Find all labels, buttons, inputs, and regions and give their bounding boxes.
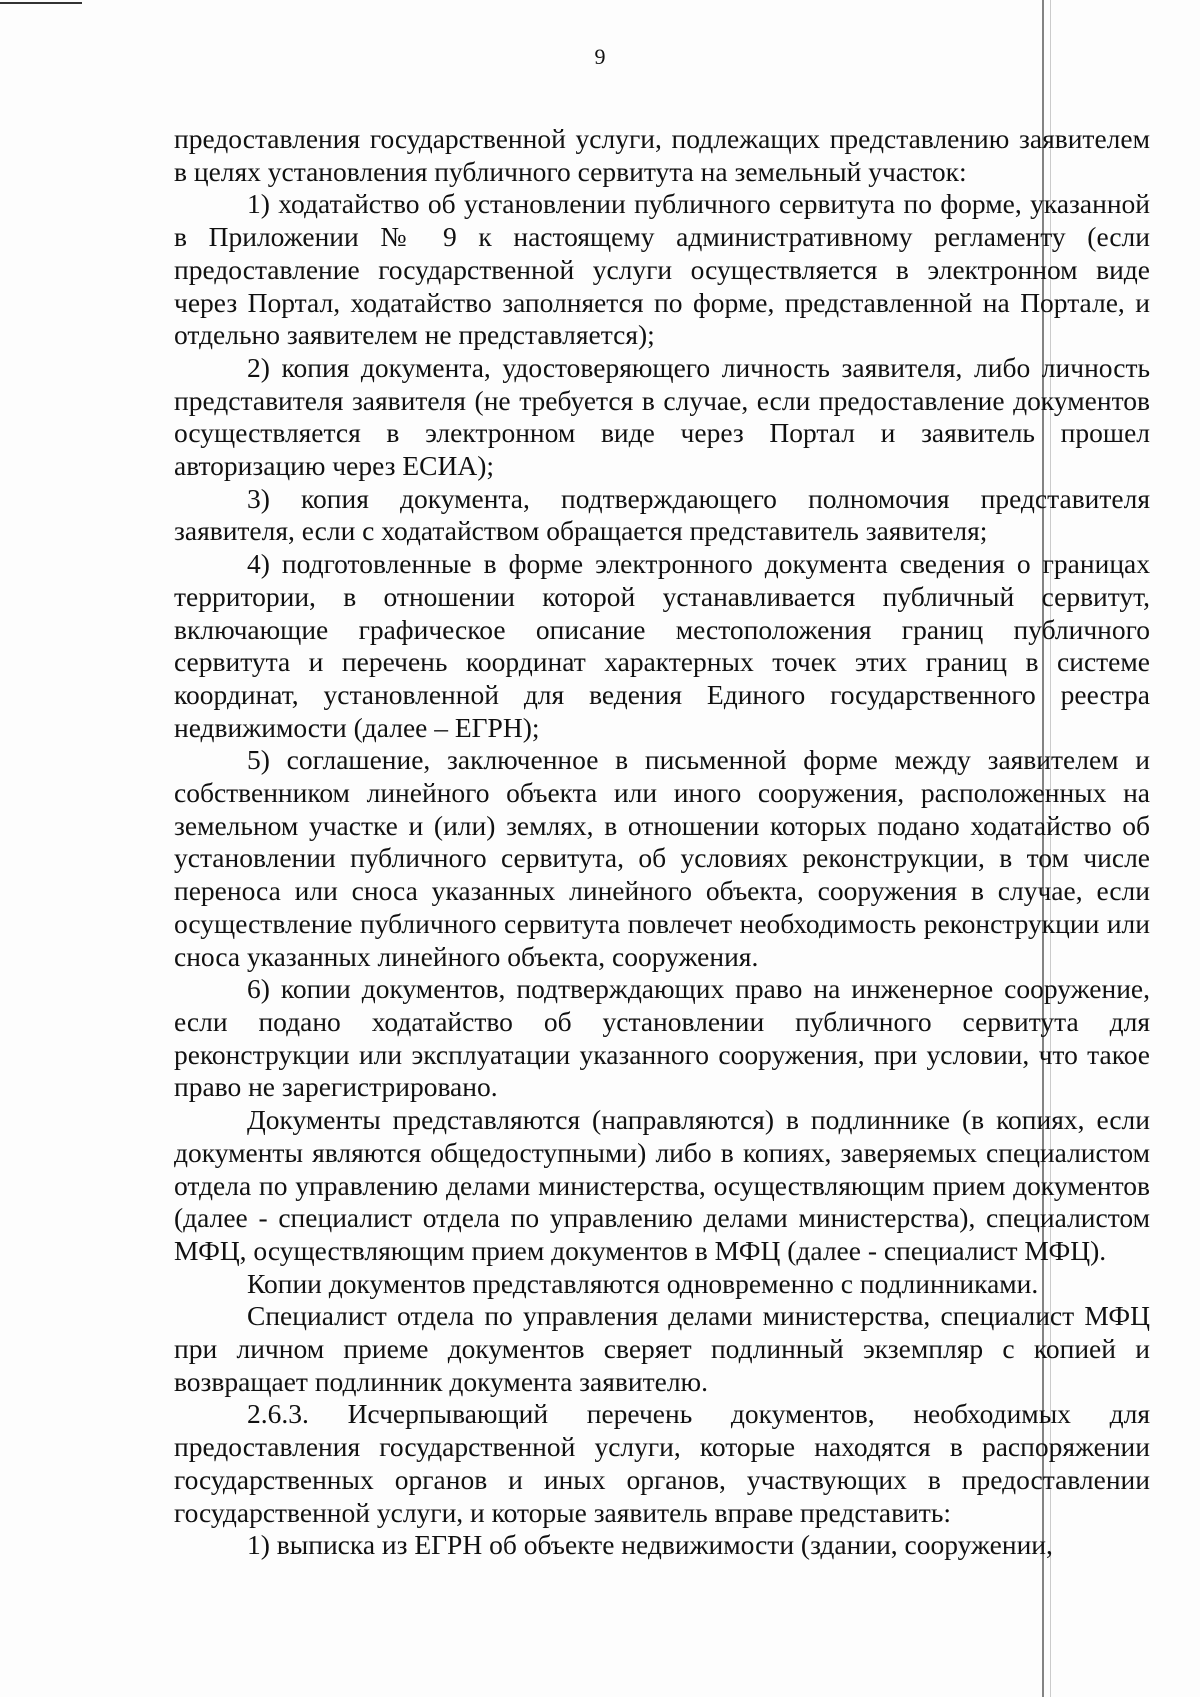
paragraph-item-3: 3) копия документа, подтверждающего полномочия представителя заявителя, если с ходатайством обращается представитель заявителя; (174, 482, 1150, 547)
paragraph-verification: Специалист отдела по управления делами министерства, специалист МФЦ при личном приеме документов сверяет подлинный экземпляр с копией и возвращает подлинник документа заявителю. (174, 1300, 1150, 1397)
paragraph-item-4: 4) подготовленные в форме электронного документа сведения о границах территории, в отношении которой устанавливается публичный сервитут, включающие графическое описание местоположения границ публичного сервитута и перечень координат характерных точек этих границ в системе координат, установленной для ведения Единого государственного реестра недвижимости (далее – ЕГРН); (174, 548, 1150, 743)
paragraph-item-6: 6) копии документов, подтверждающих право на инженерное сооружение, если подано ходатайство об установлении публичного сервитута для реконструкции или эксплуатации указанного сооружения, при условии, что такое право не зарегистрировано. (174, 973, 1150, 1103)
paragraph-continuation: предоставления государственной услуги, подлежащих представлению заявителем в целях установления публичного сервитута на земельный участок: (174, 123, 1150, 187)
paragraph-section-2-6-3: 2.6.3. Исчерпывающий перечень документов, необходимых для предоставления государственной услуги, которые находятся в распоряжении государственных органов и иных органов, участвующих в предоставлении государственной услуги, и которые заявитель вправе представить: (174, 1398, 1150, 1528)
page-number: 9 (594, 44, 606, 69)
paragraph-egrn-extract: 1) выписка из ЕГРН об объекте недвижимости (здании, сооружении, (247, 1529, 1053, 1561)
paragraph-item-5: 5) соглашение, заключенное в письменной форме между заявителем и собственником линейного объекта или иного сооружения, расположенных на земельном участке и (или) землях, в отношении которых подано ходатайство об установлении публичного сервитута, об условиях реконструкции, в том числе переноса или сноса указанных линейного объекта, сооружения в случае, если осуществление публичного сервитута повлечет необходимость реконструкции или сноса указанных линейного объекта, сооружения. (174, 744, 1150, 972)
paragraph-documents-submission: Документы представляются (направляются) в подлиннике (в копиях, если документы являются общедоступными) либо в копиях, заверяемых специалистом отдела по управлению делами министерства, осуществляющим прием документов (далее - специалист отдела по управлению делами министерства), специалистом МФЦ, осуществляющим прием документов в МФЦ (далее - специалист МФЦ). (174, 1104, 1150, 1266)
document-body (174, 123, 1150, 1562)
paragraph-item-1: 1) ходатайство об установлении публичного сервитута по форме, указанной в Приложении № 9 к настоящему административному регламенту (если предоставление государственной услуги осуществляется в электронном виде через Портал, ходатайство заполняется по форме, представленной на Портале, и отдельно заявителем не представляется); (174, 188, 1150, 351)
paragraph-copies: Копии документов представляются одновременно с подлинниками. (247, 1267, 1039, 1299)
paragraph-item-2: 2) копия документа, удостоверяющего личность заявителя, либо личность представителя заявителя (не требуется в случае, если предоставление документов осуществляется в электронном виде через Портал и заявитель прошел авторизацию через ЕСИА); (174, 351, 1150, 482)
scan-artifact-top-rule (0, 2, 82, 4)
